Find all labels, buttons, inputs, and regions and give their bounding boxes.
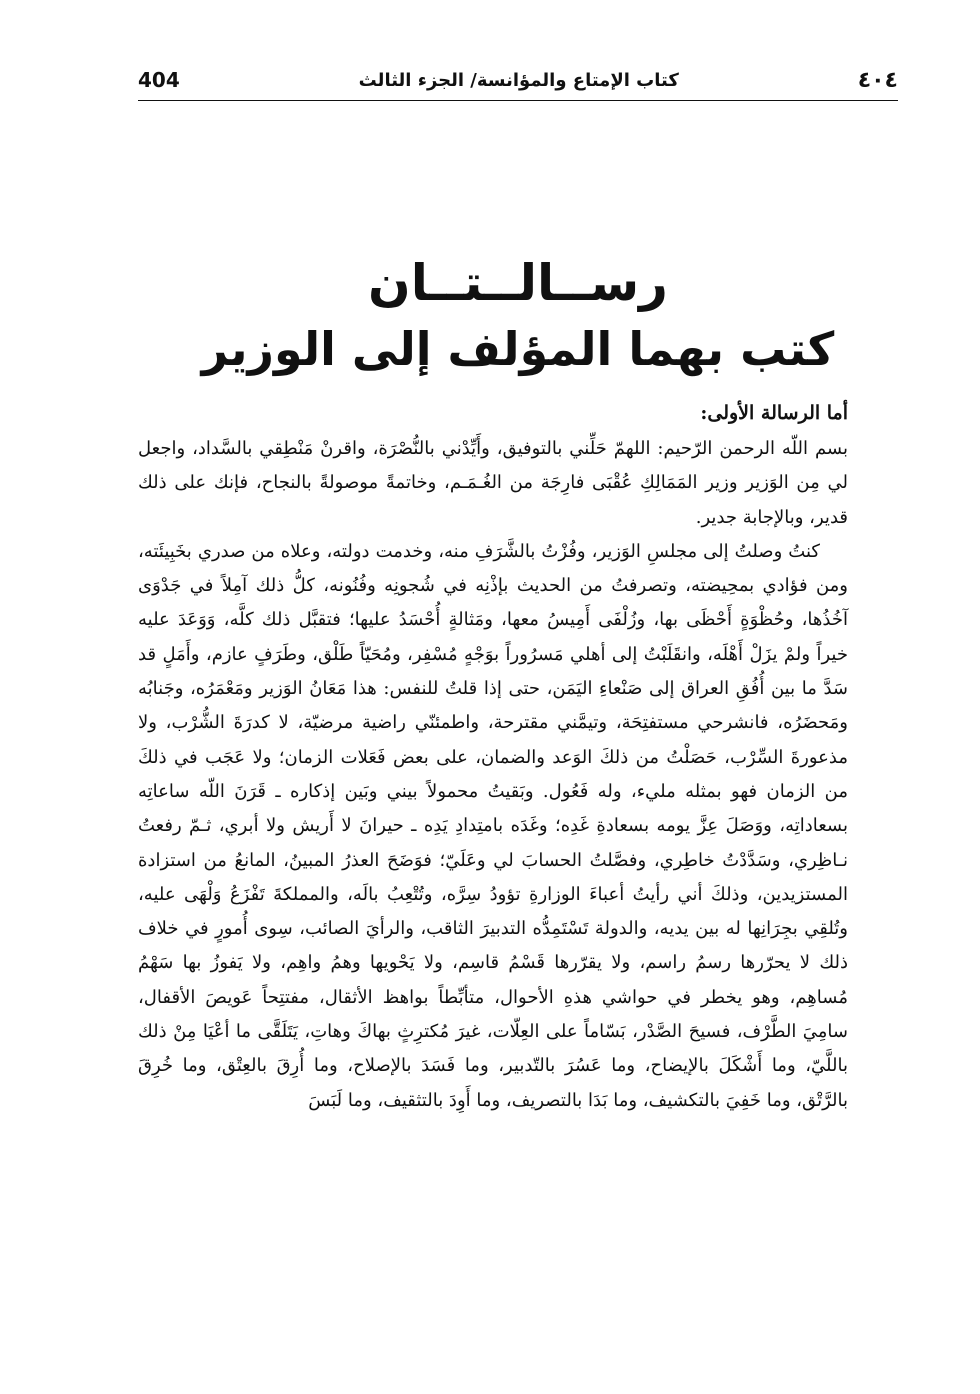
page-number-latin: 404 xyxy=(138,68,180,92)
chapter-title-line-2: كتب بهما المؤلف إلى الوزير xyxy=(201,322,835,376)
header-divider xyxy=(138,100,898,101)
page-number-arabic: ٤٠٤ xyxy=(857,67,898,93)
body-text xyxy=(138,432,848,1118)
running-header-title: كتاب الإمتاع والمؤانسة/ الجزء الثالث xyxy=(358,69,679,91)
chapter-title-line-1: رســالــتــان xyxy=(368,254,668,312)
paragraph: بسم اللّه الرحمن الرّحيم: اللهمّ حَلِّني بالتوفيق، وأَيِّدْني بالنُّصْرَة، واقرنْ مَنْطِقي بالسَّداد، واجعل لي مِن الوَزير وزير المَمَالِكِ عُقْبَى فارِجَة من الغُـمَـم، وخاتمةً موصولةً بالنجاح، فإنك على ذلك قدير، وبالإجابة جدير. xyxy=(138,438,848,528)
running-header xyxy=(138,62,898,98)
section-heading: أما الرسالة الأولى: xyxy=(700,402,848,424)
chapter-title xyxy=(138,250,898,382)
paragraph: كنتُ وصلتُ إلى مجلسِ الوَزير، وفُزْتُ بالشَّرَفِ منه، وخدمت دولته، وعلاه من صدري بخَبِيئَته، ومن فؤادي بمحِيضته، وتصرفتُ من الحديث بإذْنِه في شُجونِه وفُنُونه، كلُّ ذلك آمِلاً في جَدْوَى آخُذُها، وحُظْوَةٍ أَحْظَى بها، وزُلْفَى أَمِيسُ معها، ومَثالةٍ أُحْسَدُ عليها؛ فتقبَّل ذلك كلَّه، وَوَعَدَ عليه خيراً ولمْ يزَلْ أَهْلَه، وانقَلَبْتُ إلى أهلي مَسرُوراً بوَجْهٍ مُسْفِر، ومُحَيّاً طَلْق، وطَرَفٍ عازم، وأَمَلٍ قد سَدَّ ما بين أُفُقِ العراق إلى صَنْعاءِ اليَمَن، حتى إذا قلتُ للنفس: هذا مَعَانُ الوَزير ومَعْمَرُه، وجَنابُه ومَحضَرُه، فانشرحي مستفتِحَة، وتيمَّني مقترحة، واطمئنّي راضية مرضيّة، لا كدرَةَ الشُّرْب، ولا مذعورةَ السِّرْب، حَصَلْتُ من ذلكَ الوَعد والضمان، على بعض فَعَلات الزمان؛ ولا عَجَب في ذلكَ من الزمان فهو بمثله مليء، وله فَعُول. وبَقيتُ محمولاً بيني وبَين إذكاره ـ قَرَنَ اللّه ساعاتِه بسعاداتِه، ووَصَلَ عِزَّ يومه بسعادةِ غَدِه؛ وغَدَه بامتِدادِ يَدِه ـ حيرانَ لا أَريش ولا أبري، ثـمّ رفعتُ نـاظِري، وسَدَّدْتُ خاطِري، وفصَّلتُ الحسابَ لي وعَلَيّ؛ فوَضَحَ العذرُ المبينُ، المانعُ من استزادة المستزيدين، وذلكَ أني رأيتُ أعباءَ الوزارةِ تؤودُ سِرَّه، وتُتْعِبُ بالَه، والمملكةَ تَفْزَعُ وَلْهَى عليه، وتُلقِي بجِرَانِها له بين يديه، والدولة تَسْتَمِدُّه التدبيرَ الثاقب، والرأيَ الصائب، سِوى أُمورٍ في خلاف ذلك لا يحرّرها رسمُ راسم، ولا يقرّرها قَسْمُ قاسِم، ولا يَحْويها وهمُ واهِم، ولا يَفوزُ بها سَهْمُ مُساهِم، وهو يخطر في حواشي هذهِ الأحوال، متأبِّطاً بواهظ الأثقال، مفتتِحاً عَويصَ الأقفال، سامِيَ الطَّرْف، فسيحَ الصَّدْر، بَسّاماً على العِلّات، غيرَ مُكترِثٍ بهاكَ وهاتِ، يَتَلَقَّى ما أعْيَا مِنْ ذلك باللَّيّ، وما أَشْكَلَ بالإيضاح، وما عَسُرَ بالتّدبير، وما فَسَدَ بالإصلاح، وما أُرِقَ بالعِتْق، وما خُرِقَ بالرَّتْق، وما خَفِيَ بالتكشيف، وما بَدَا بالتصريف، وما أَوِدَ بالتثقيف، وما لَبَسَ xyxy=(138,540,848,1111)
